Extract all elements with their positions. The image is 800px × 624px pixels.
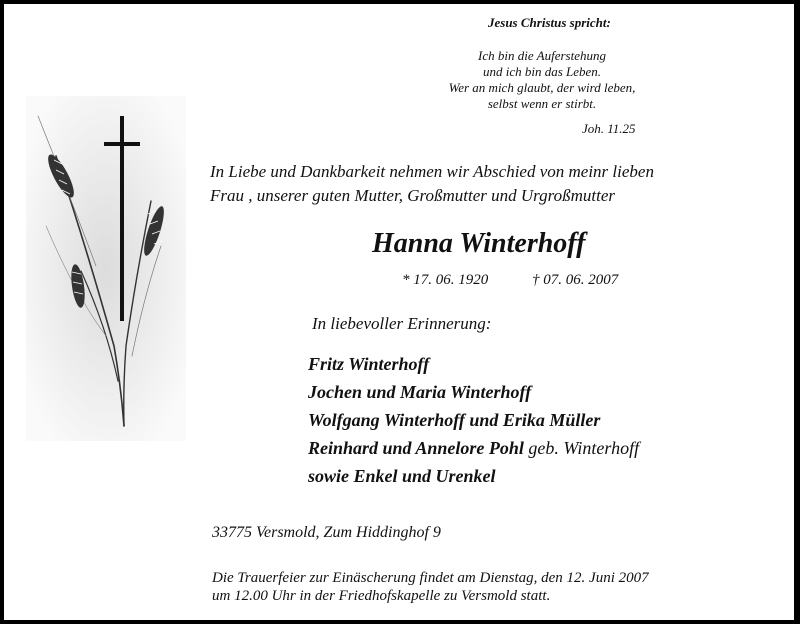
mourner-line [308, 378, 639, 406]
mourner-name: Jochen und Maria Winterhoff [308, 382, 532, 402]
service-info [212, 569, 649, 605]
deceased-name: Hanna Winterhoff [372, 228, 586, 259]
verse-line: Ich bin die Auferstehung [478, 48, 606, 63]
intro-line: In Liebe und Dankbarkeit nehmen wir Abschied von meinr lieben [210, 162, 654, 181]
mourner-line [308, 434, 639, 462]
mourner-line [308, 350, 639, 378]
verse-heading: Jesus Christus spricht: [488, 15, 611, 30]
mourner-maiden-name: geb. Winterhoff [528, 438, 640, 458]
death-date: † 07. 06. 2007 [532, 272, 619, 288]
mourner-name: Reinhard und Annelore Pohl [308, 438, 524, 458]
mourner-list [308, 350, 639, 490]
intro-line: Frau , unserer guten Mutter, Großmutter und Urgroßmutter [210, 186, 615, 205]
mourner-name: Fritz Winterhoff [308, 354, 430, 374]
mourner-line [308, 462, 639, 490]
verse-text [422, 48, 662, 112]
obituary-notice [4, 4, 794, 620]
mourner-line [308, 406, 639, 434]
cross-with-wheat-ears-icon [26, 96, 186, 441]
verse-reference: Joh. 11.25 [582, 121, 636, 136]
mourner-name: Wolfgang Winterhoff und Erika Müller [308, 410, 601, 430]
verse-line: und ich bin das Leben. [482, 64, 602, 79]
verse-line: Wer an mich glaubt, der wird leben, [448, 80, 636, 95]
address: 33775 Versmold, Zum Hiddinghof 9 [212, 524, 441, 541]
mourner-name: sowie Enkel und Urenkel [308, 466, 496, 486]
intro-text [210, 160, 654, 208]
memory-label: In liebevoller Erinnerung: [312, 314, 492, 333]
verse-line: selbst wenn er stirbt. [487, 96, 597, 111]
birth-date: * 17. 06. 1920 [402, 272, 489, 288]
service-line: Die Trauerfeier zur Einäscherung findet am Dienstag, den 12. Juni 2007 [212, 570, 649, 586]
service-line: um 12.00 Uhr in der Friedhofskapelle zu Versmold statt. [212, 588, 551, 604]
